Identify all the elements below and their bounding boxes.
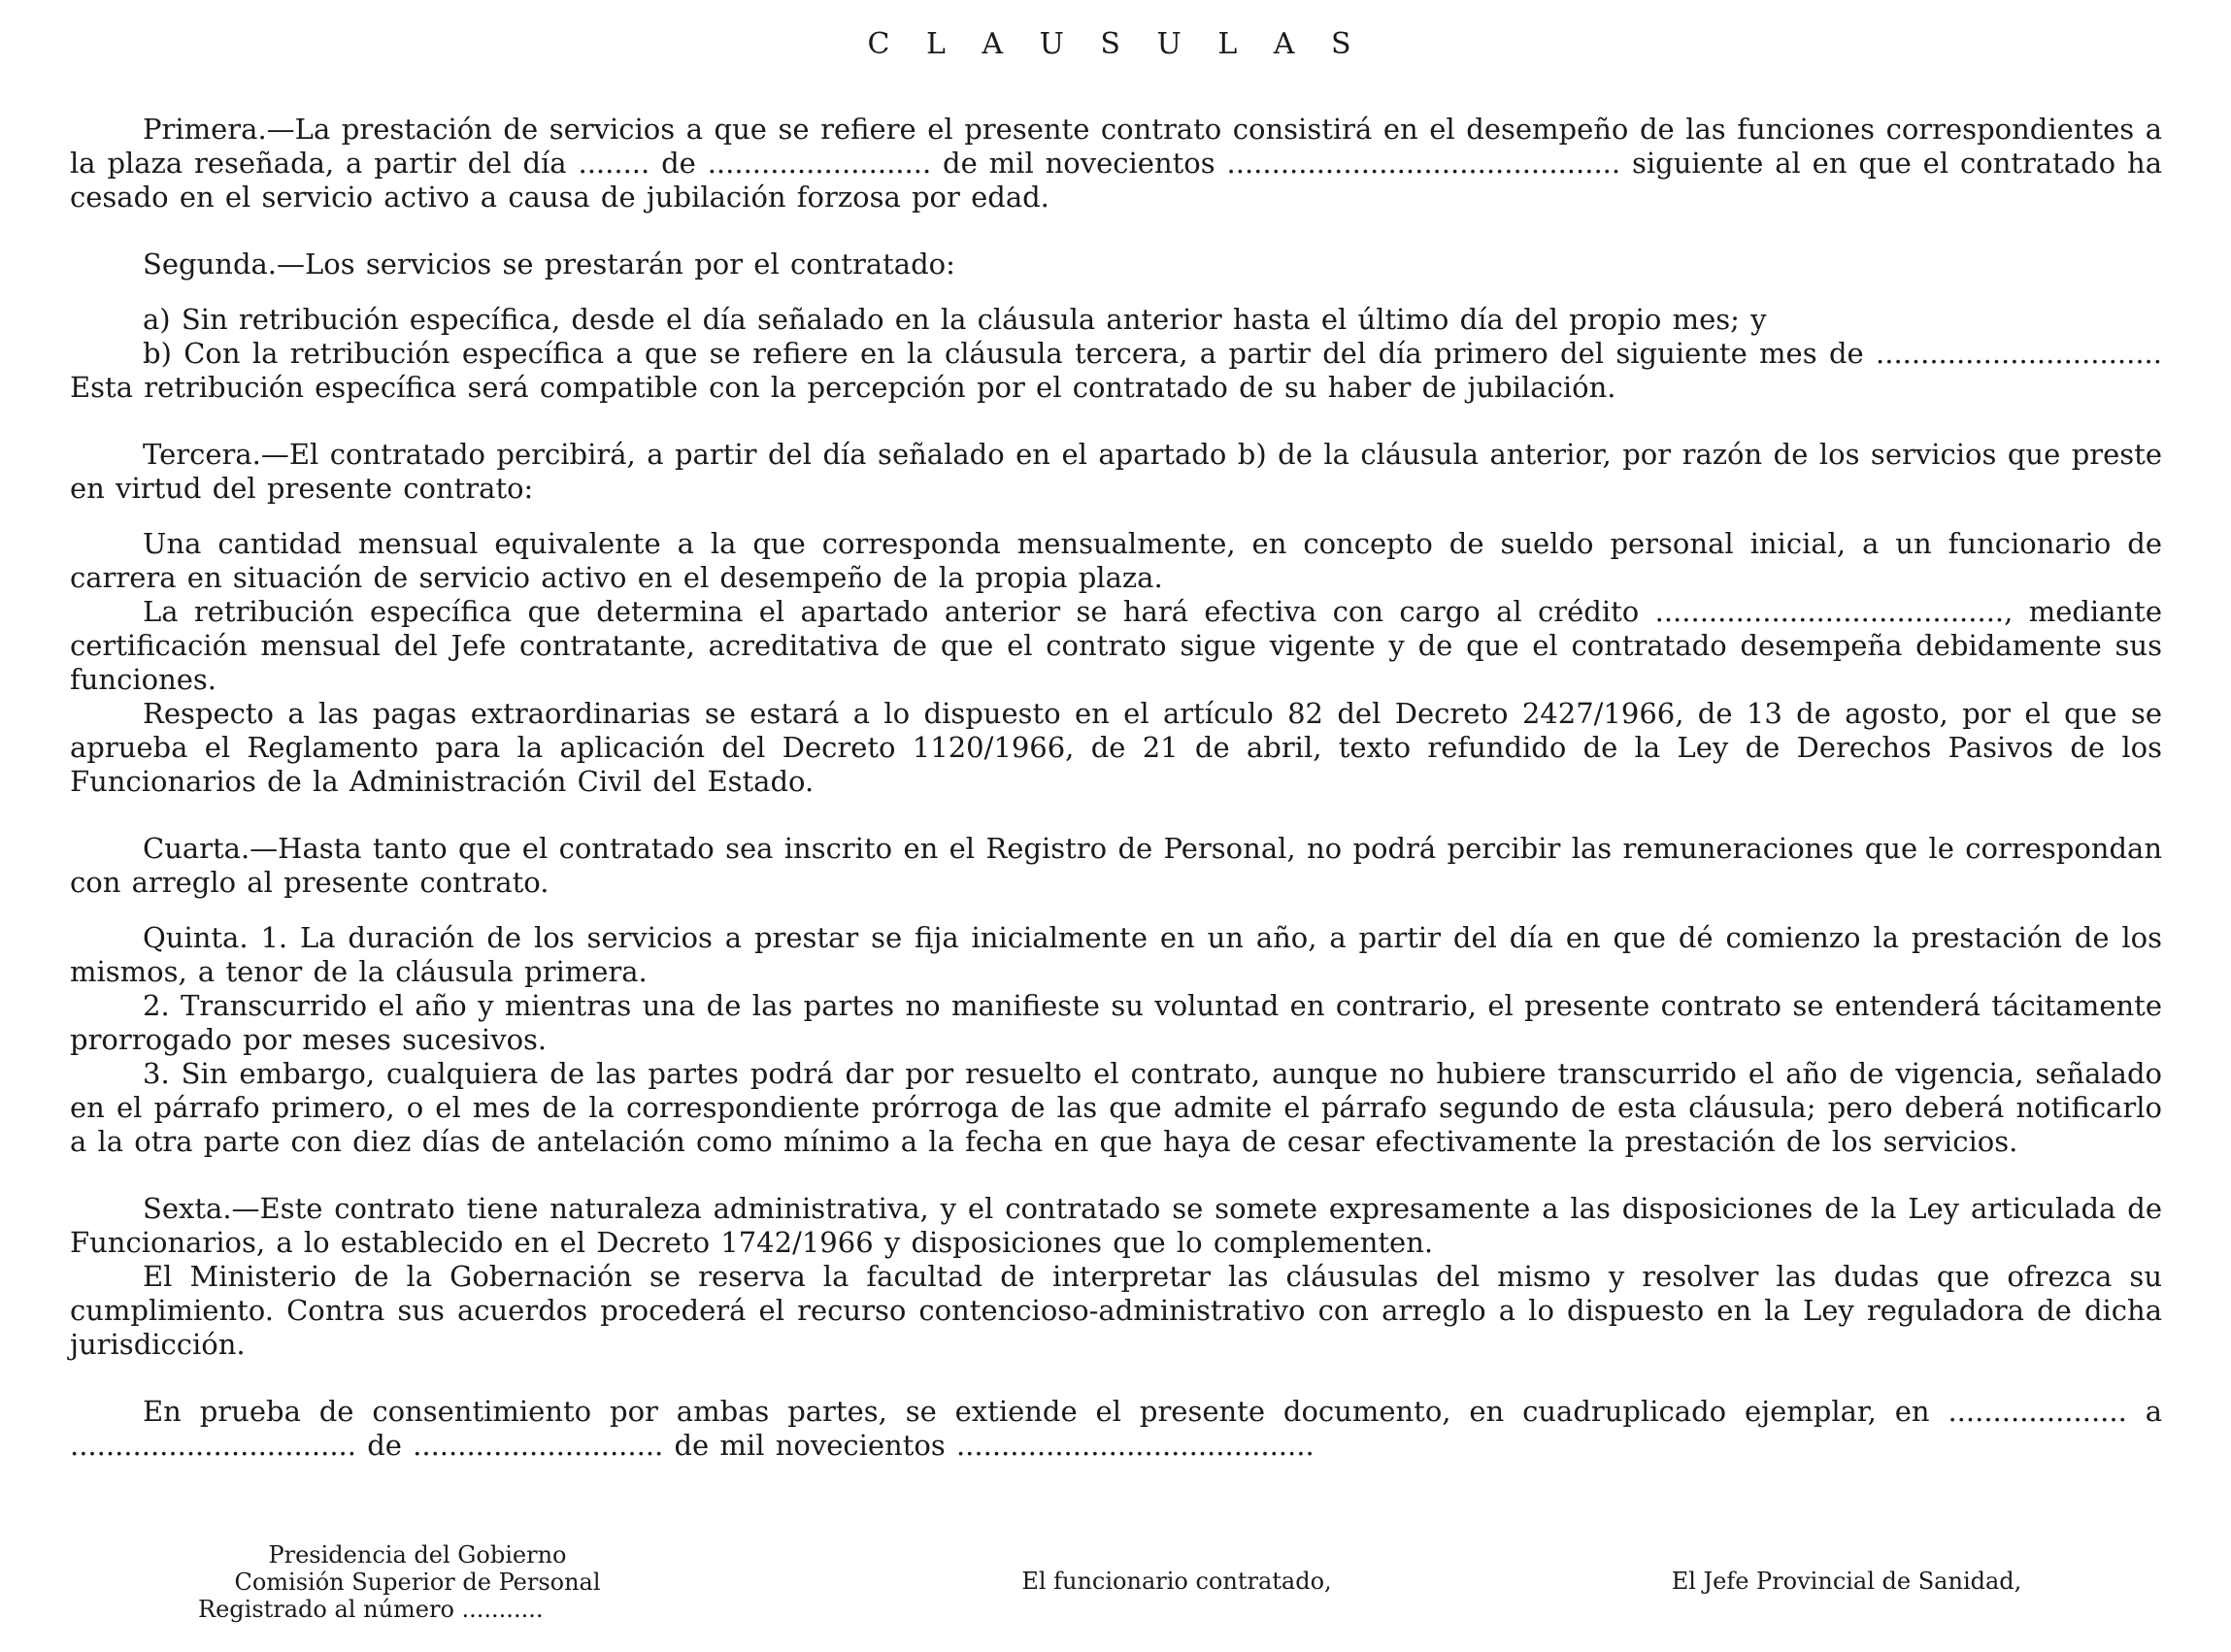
clause-quinta-1: Quinta. 1. La duración de los servicios a prestar se fija inicialmente en un año, a partir del día en que dé comienzo la prestación de los mismos, a tenor de la cláusula primera. bbox=[70, 921, 2162, 988]
clause-quinta-3: 3. Sin embargo, cualquiera de las partes podrá dar por resuelto el contrato, aunque no hubiere transcurrido el año de vigencia, señalado en el párrafo primero, o el mes de la correspondiente prórroga de las que admite el párrafo segundo de esta cláusula; pero deberá notificarlo a la otra parte con diez días de antelación como mínimo a la fecha en que haya de cesar efectivamente la prestación de los servicios. bbox=[70, 1057, 2162, 1158]
presidencia-line: Presidencia del Gobierno bbox=[268, 1541, 567, 1569]
clause-prueba: En prueba de consentimiento por ambas partes, se extiende el presente documento, en cuadruplicado ejemplar, en .................... a ................................ de ............................ de mil novecientos ........................................ bbox=[70, 1395, 2162, 1462]
clause-segunda-a: a) Sin retribución específica, desde el día señalado en la cláusula anterior hasta el último día del propio mes; y bbox=[143, 303, 1767, 336]
comision-line: Comisión Superior de Personal bbox=[234, 1569, 601, 1596]
clause-tercera-intro: Tercera.—El contratado percibirá, a partir del día señalado en el apartado b) de la cláusula anterior, por razón de los servicios que preste en virtud del presente contrato: bbox=[70, 438, 2162, 505]
clauses-body bbox=[70, 113, 2162, 1463]
registrado-line: Registrado al número ........... bbox=[198, 1596, 544, 1623]
clause-sexta-2: El Ministerio de la Gobernación se reserva la facultad de interpretar las cláusulas del mismo y resolver las dudas que ofrezca su cumplimiento. Contra sus acuerdos procederá el recurso contencioso-administrativo con arreglo a lo dispuesto en la Ley reguladora de dicha jurisdicción. bbox=[70, 1260, 2162, 1361]
clause-tercera-p2: La retribución específica que determina el apartado anterior se hará efectiva con cargo al crédito ......................................., mediante certificación mensual del Jefe contratante, acreditativa de que el contrato sigue vigente y de que el contratado desempeña debidamente sus funciones. bbox=[70, 595, 2162, 696]
clause-primera: Primera.—La prestación de servicios a que se refiere el presente contrato consistirá en el desempeño de las funciones correspondientes a la plaza reseñada, a partir del día ........ de ......................... de mil novecientos ............................................ siguiente al en que el contratado ha cesado en el servicio activo a causa de jubilación forzosa por edad. bbox=[70, 113, 2162, 214]
document-page bbox=[70, 0, 2162, 1652]
clause-cuarta: Cuarta.—Hasta tanto que el contratado sea inscrito en el Registro de Personal, no podrá percibir las remuneraciones que le correspondan con arreglo al presente contrato. bbox=[70, 832, 2162, 899]
clause-tercera-p3: Respecto a las pagas extraordinarias se estará a lo dispuesto en el artículo 82 del Decreto 2427/1966, de 13 de agosto, por el que se aprueba el Reglamento para la aplicación del Decreto 1120/1966, de 21 de abril, texto refundido de la Ley de Derechos Pasivos de los Funcionarios de la Administración Civil del Estado. bbox=[70, 697, 2162, 798]
clause-segunda-intro: Segunda.—Los servicios se prestarán por el contratado: bbox=[143, 248, 955, 281]
presidencia-stamp bbox=[194, 1541, 641, 1623]
funcionario-signature: El funcionario contratado, bbox=[1021, 1568, 1332, 1595]
jefe-signature: El Jefe Provincial de Sanidad, bbox=[1671, 1568, 2022, 1595]
clause-tercera-p1: Una cantidad mensual equivalente a la que corresponda mensualmente, en concepto de sueldo personal inicial, a un funcionario de carrera en situación de servicio activo en el desempeño de la propia plaza. bbox=[70, 527, 2162, 594]
clause-segunda-b: b) Con la retribución específica a que se refiere en la cláusula tercera, a partir del día primero del siguiente mes de ................................ Esta retribución específica será compatible con la percepción por el contratado de su haber de jubilación. bbox=[70, 337, 2162, 404]
clause-quinta-2: 2. Transcurrido el año y mientras una de las partes no manifieste su voluntad en contrario, el presente contrato se entenderá tácitamente prorrogado por meses sucesivos. bbox=[70, 989, 2162, 1056]
document-title: C L A U S U L A S bbox=[867, 27, 1365, 61]
clause-sexta-1: Sexta.—Este contrato tiene naturaleza administrativa, y el contratado se somete expresamente a las disposiciones de la Ley articulada de Funcionarios, a lo establecido en el Decreto 1742/1966 y disposiciones que lo complementen. bbox=[70, 1192, 2162, 1259]
signature-block bbox=[70, 1541, 2162, 1629]
